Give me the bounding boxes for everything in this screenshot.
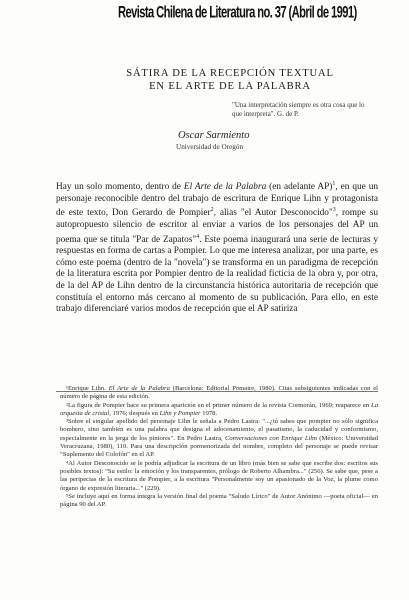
- work-title: El Arte de la Palabra: [183, 182, 267, 193]
- footnote-1: [60, 385, 378, 402]
- body-text-run: . Este poema inaugurará una serie de lecturas y respuestas en forma de cartas a Pompier. Lo que me interesa analizar, por una parte, es cómo este poema (dentro de la "novela") se transforma en un paradigma de recepción de la literatura escrita por Pompier dentro de la realidad ficticia de la obra y, por otra, de la del AP de Lihn dentro de la circunstancia histórica autoritaria de recepción que constituía el entorno más cercano al momento de su publicación. Para ello, en este trabajo diferenciaré varios modos de recepción que el AP satiriza: [56, 234, 378, 315]
- author-name: Oscar Sarmiento: [178, 130, 250, 141]
- body-text-run: , rompe su autopropuesto silencio de escritor al enviar a varios de los personajes del AP un poema que se titula "Par de Zapatos": [56, 208, 378, 245]
- body-text-run: Hay un solo momento, dentro de: [56, 182, 181, 193]
- footnote-5: ⁵Se incluye aquí en forma íntegra la versión final del poema "Saludo Lírico" de Autor Anónimo —poeta oficial— en página 90 del AP.: [60, 492, 378, 509]
- work-title: Lihn y Pompier: [159, 409, 201, 417]
- footnote-text: , 1976; después en: [109, 409, 158, 417]
- body-text-run: , alias "el Autor Desconocido": [213, 208, 333, 219]
- article-title: SÁTIRA DE LA RECEPCIÓN TEXTUAL: [126, 68, 334, 79]
- footnote-text: (México: Universidad Veracruzana, 1980), 110. Para una descripción pormenorizada del nombre, completo del personaje se puede revisar "Suplemento del Colofón" en el AP.: [60, 434, 378, 459]
- footnote-ref: 1: [332, 181, 336, 187]
- footnote-2: [60, 402, 378, 419]
- footnote-text: 1978.: [202, 409, 218, 417]
- work-title: Conversaciones con Enrique Lihn: [224, 434, 317, 442]
- footnote-text: (Barcelona: Editorial Pomaire, 1980). Citas subsiguientes indicadas con el número de página de esta edición.: [60, 385, 379, 401]
- author-affiliation: Universidad de Oregón: [176, 143, 244, 151]
- work-title: La orquesta de cristal: [60, 401, 378, 417]
- footnote-ref: 4: [196, 233, 200, 240]
- body-paragraph: [56, 179, 378, 316]
- body-text-run: (en adelante AP): [269, 182, 333, 193]
- article-title-subline: EN EL ARTE DE LA PALABRA: [149, 81, 311, 92]
- footnote-ref: 2: [210, 207, 214, 214]
- body-text-run: , en que un personaje reconocible dentro del trabajo de escritura de Enrique Lihn y protagonista de este texto, Don Gerardo de Pompier: [56, 182, 378, 219]
- footnote-text: ³Sobre el singular apellido del personaje Lihn le señala a Pedro Lastra: "...¿tú sabes que pompier no sólo significa bombero, sino también es una palabra que designa el adocenamiento, el pasatismo, la caducidad y conformismo, especialmente en la jerga de los pintores". En Pedro Lastra,: [60, 418, 378, 442]
- footnote-3: [60, 418, 378, 459]
- footnote-ref: 3: [332, 207, 336, 214]
- footnote-4: ⁴Al Autor Desconocido se le podría adjudicar la escritura de un libro (más bien se sabe que escribe dos: escritos sus posibles textos): "Su estilo: la emoción y los transparentes, prólogo de Roberto Alhambra..." (256). Se sabe que, pese a las peripecias de la escritura de Pompier, a la escritura "Personalmente soy un apasionado de la Voz, la plume como órgano de expresión literaria..." (229).: [60, 459, 378, 492]
- work-title: El Arte de la Palabra: [108, 385, 170, 392]
- footnote-text: ¹Enrique Lihn.: [66, 385, 106, 392]
- footnote-text: ²La figura de Pompier hace su primera aparición en el primer número de la revista Cormorán, 1969; reaparece en: [66, 401, 370, 409]
- epigraph: "Una interpretación siempre es otra cosa que lo que interpreta". G. de P.: [232, 101, 365, 118]
- footnotes: [60, 385, 378, 509]
- journal-stamp: Revista Chilena de Literatura no. 37 (Abril de 1991): [118, 4, 357, 22]
